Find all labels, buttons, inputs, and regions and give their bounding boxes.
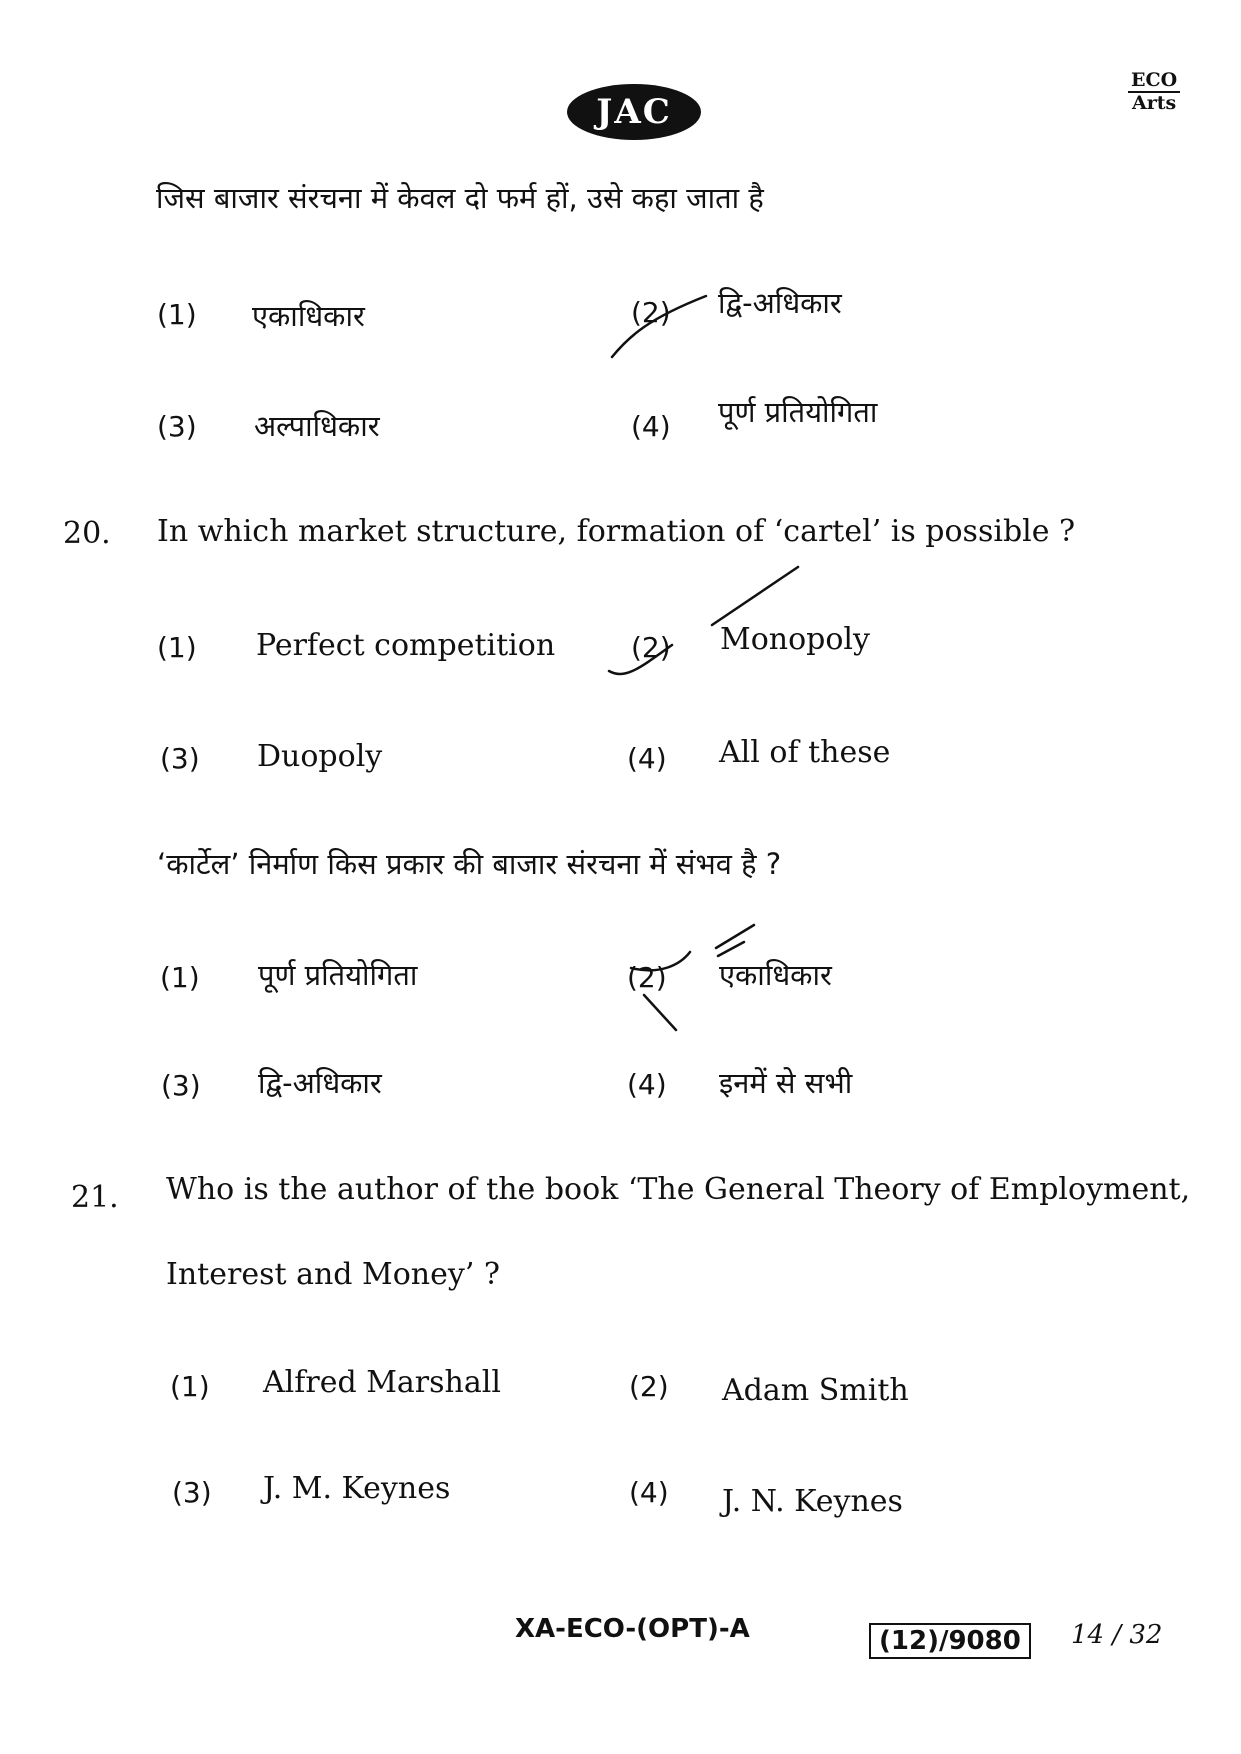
q19-option-1-num: (1) bbox=[157, 298, 197, 331]
q20-hindi-option-3-text: द्वि-अधिकार bbox=[258, 1066, 382, 1100]
q19-option-3-text: अल्पाधिकार bbox=[254, 409, 380, 443]
q21-option-3-num: (3) bbox=[172, 1476, 212, 1509]
q21-option-2-num: (2) bbox=[629, 1370, 669, 1403]
q19-option-1-text: एकाधिकार bbox=[252, 299, 365, 333]
q19-option-3-num: (3) bbox=[157, 410, 197, 443]
q20-hindi-option-4-num: (4) bbox=[627, 1068, 667, 1101]
q19-hindi-text: जिस बाजार संरचना में केवल दो फर्म हों, उसे कहा जाता है bbox=[156, 181, 764, 215]
q19-option-4-num: (4) bbox=[631, 410, 671, 443]
q21-number: 21. bbox=[71, 1180, 119, 1215]
jac-logo: JAC bbox=[567, 84, 701, 140]
q20-hindi-option-1-text: पूर्ण प्रतियोगिता bbox=[258, 958, 418, 992]
q19-option-4-text: पूर्ण प्रतियोगिता bbox=[718, 395, 878, 429]
q20-hindi-option-2-num: (2) bbox=[627, 961, 667, 994]
q20-option-4-text: All of these bbox=[719, 735, 891, 770]
q20-hindi-option-1-num: (1) bbox=[160, 961, 200, 994]
paper-set-box: (12)/9080 bbox=[869, 1623, 1031, 1659]
q21-option-3-text: J. M. Keynes bbox=[263, 1471, 451, 1506]
q20-hindi-text: ‘कार्टेल’ निर्माण किस प्रकार की बाजार संरचना में संभव है ? bbox=[157, 847, 782, 881]
q20-option-1-text: Perfect competition bbox=[256, 628, 556, 663]
q20-hindi-option-2-text: एकाधिकार bbox=[719, 958, 832, 992]
q21-text-line1: Who is the author of the book ‘The General Theory of Employment, bbox=[166, 1172, 1191, 1207]
tick-mark-q20-hindi bbox=[631, 925, 754, 1030]
q20-number: 20. bbox=[63, 516, 111, 551]
q20-text: In which market structure, formation of ‘cartel’ is possible ? bbox=[157, 514, 1076, 549]
q21-option-1-text: Alfred Marshall bbox=[263, 1365, 501, 1400]
q20-option-1-num: (1) bbox=[157, 631, 197, 664]
q20-hindi-option-3-num: (3) bbox=[161, 1069, 201, 1102]
subject-stamp-bottom: Arts bbox=[1131, 91, 1177, 114]
q21-option-1-num: (1) bbox=[170, 1370, 210, 1403]
q21-text-line2: Interest and Money’ ? bbox=[166, 1257, 500, 1292]
q20-option-3-text: Duopoly bbox=[257, 739, 383, 774]
q20-hindi-option-4-text: इनमें से सभी bbox=[719, 1066, 853, 1100]
q21-option-2-text: Adam Smith bbox=[722, 1373, 909, 1408]
q20-option-2-text: Monopoly bbox=[720, 622, 870, 657]
tick-mark-q20 bbox=[609, 567, 798, 674]
page-number: 14 / 32 bbox=[1071, 1620, 1163, 1650]
tick-mark-q19 bbox=[612, 296, 706, 357]
q21-option-4-text: J. N. Keynes bbox=[722, 1484, 903, 1519]
q21-option-4-num: (4) bbox=[629, 1476, 669, 1509]
q20-option-2-num: (2) bbox=[631, 631, 671, 664]
q19-option-2-text: द्वि-अधिकार bbox=[718, 286, 842, 320]
subject-stamp-top: ECO bbox=[1128, 70, 1180, 93]
q19-option-2-num: (2) bbox=[631, 296, 671, 329]
paper-code: XA-ECO-(OPT)-A bbox=[515, 1614, 750, 1644]
q20-option-4-num: (4) bbox=[627, 742, 667, 775]
q20-option-3-num: (3) bbox=[160, 742, 200, 775]
